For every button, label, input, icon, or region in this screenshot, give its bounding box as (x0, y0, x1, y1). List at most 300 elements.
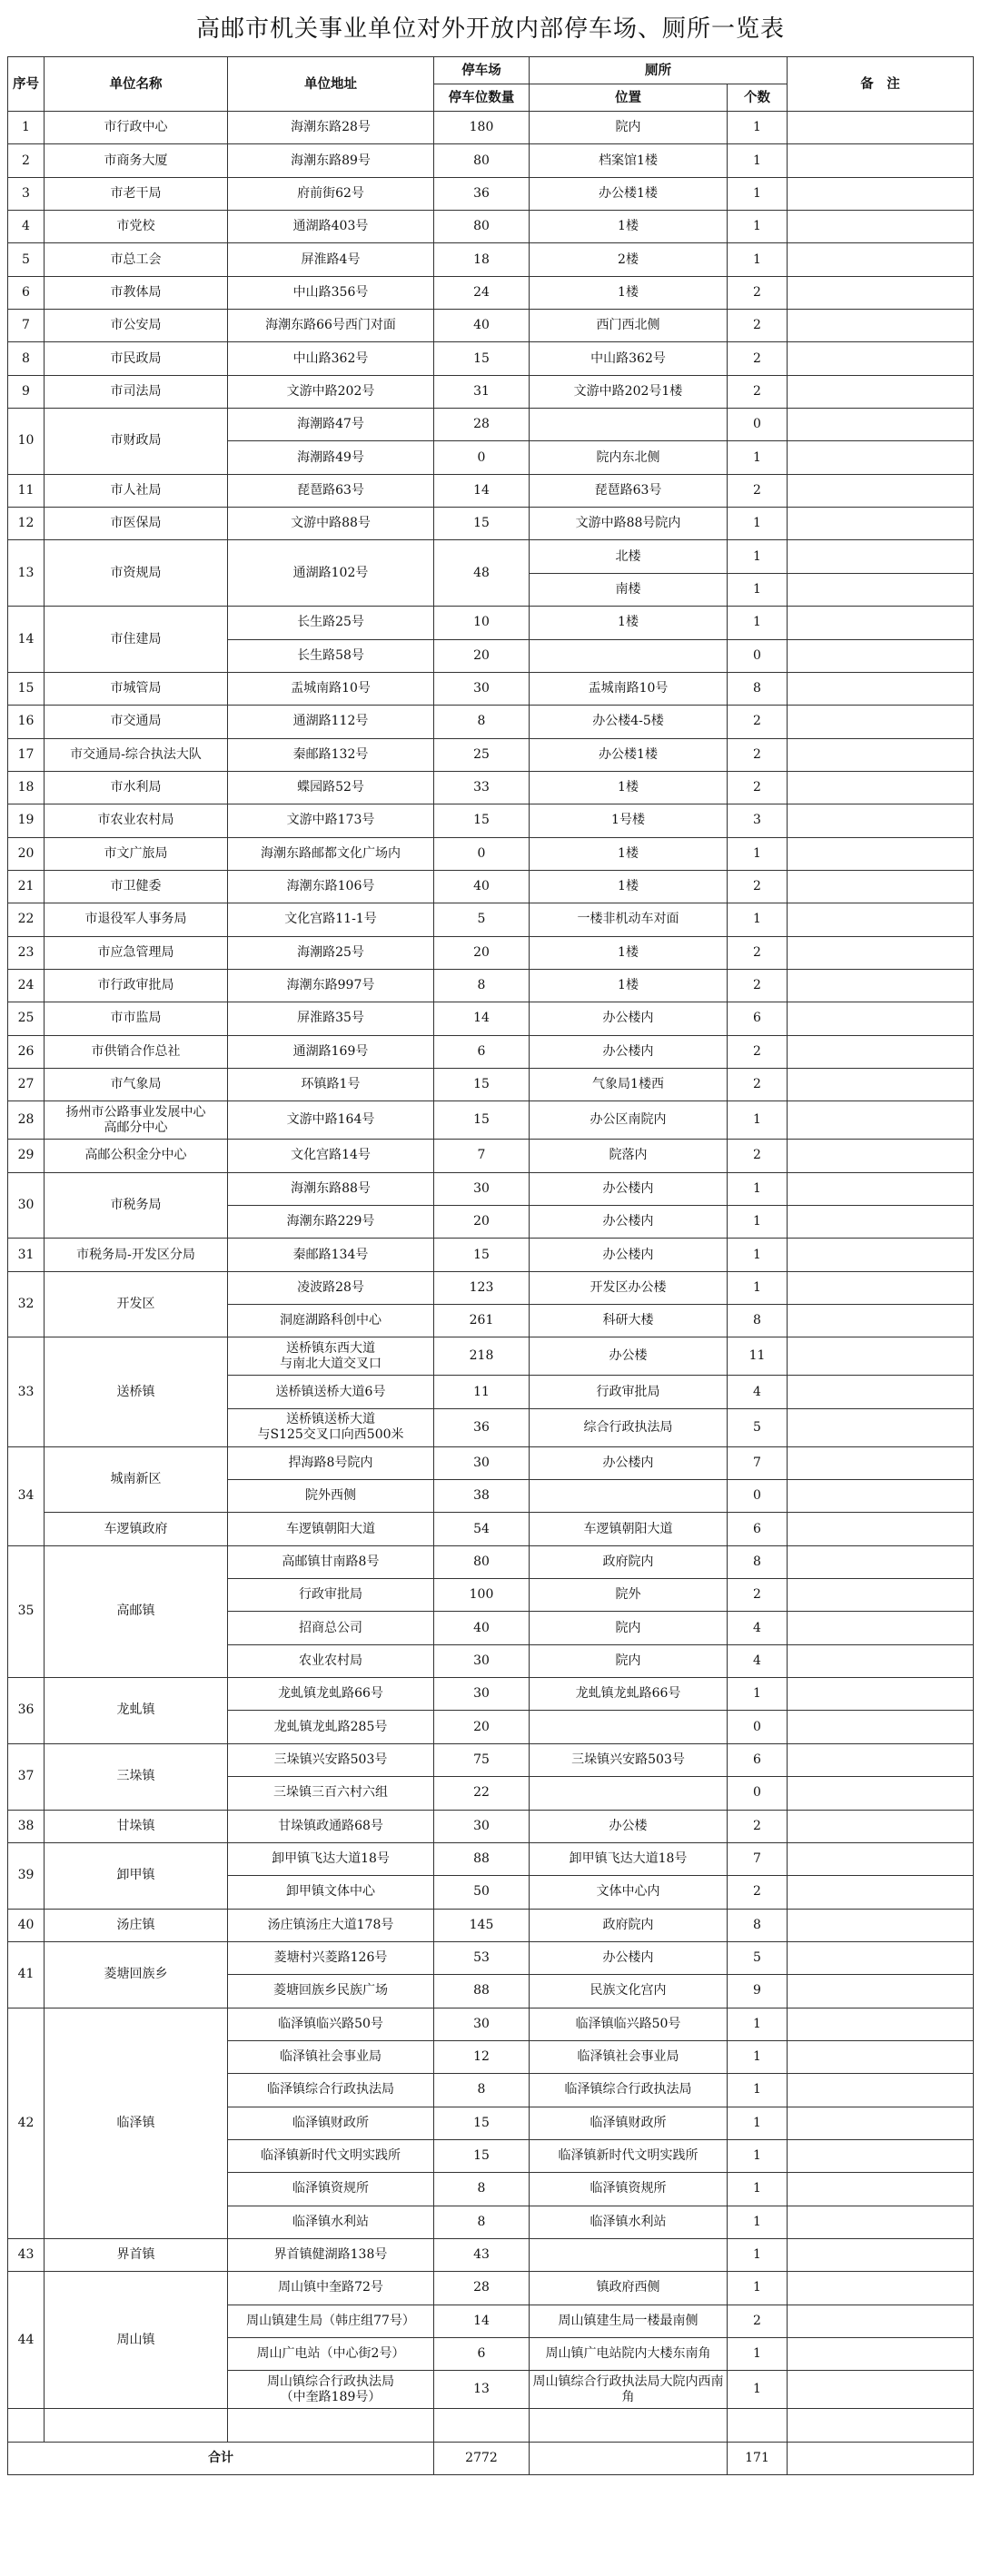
toilet-count-cell: 1 (728, 508, 788, 540)
seq-cell: 14 (8, 607, 45, 673)
toilet-count-cell: 2 (728, 1068, 788, 1100)
remarks-cell (788, 2040, 974, 2073)
seq-cell: 3 (8, 177, 45, 210)
parking-count-cell: 18 (434, 243, 530, 276)
seq-cell: 13 (8, 540, 45, 607)
remarks-cell (788, 177, 974, 210)
seq-cell: 1 (8, 112, 45, 144)
remarks-cell (788, 1909, 974, 1941)
toilet-count-cell: 0 (728, 1480, 788, 1513)
toilet-count-cell: 11 (728, 1337, 788, 1376)
parking-count-cell: 40 (434, 1612, 530, 1644)
address-cell: 界首镇健湖路138号 (228, 2238, 434, 2271)
table-row (8, 243, 974, 276)
parking-count-cell: 15 (434, 804, 530, 837)
unit-name-cell: 市医保局 (45, 508, 228, 540)
parking-count-cell: 7 (434, 1140, 530, 1172)
toilet-location-cell: 文体中心内 (530, 1876, 728, 1909)
parking-count-cell: 6 (434, 2338, 530, 2371)
seq-cell: 38 (8, 1810, 45, 1842)
parking-count-cell: 53 (434, 1941, 530, 1974)
seq-cell: 23 (8, 936, 45, 969)
parking-count-cell: 40 (434, 870, 530, 903)
seq-cell: 44 (8, 2272, 45, 2409)
toilet-location-cell: 临泽镇财政所 (530, 2107, 728, 2139)
address-cell: 海潮东路997号 (228, 969, 434, 1002)
parking-count-cell: 15 (434, 2107, 530, 2139)
parking-count-cell: 6 (434, 1035, 530, 1068)
remarks-cell (788, 870, 974, 903)
remarks-cell (788, 1644, 974, 1677)
toilet-location-cell: 卸甲镇飞达大道18号 (530, 1842, 728, 1875)
address-cell: 文游中路173号 (228, 804, 434, 837)
parking-count-cell: 31 (434, 375, 530, 408)
unit-name-cell: 市文广旅局 (45, 837, 228, 870)
toilet-count-cell: 2 (728, 342, 788, 375)
table-cell (434, 2409, 530, 2442)
parking-count-cell: 8 (434, 706, 530, 738)
unit-name-cell: 市气象局 (45, 1068, 228, 1100)
toilet-count-cell: 8 (728, 1909, 788, 1941)
toilet-count-cell: 1 (728, 1678, 788, 1711)
unit-name-cell: 市公安局 (45, 310, 228, 342)
remarks-cell (788, 144, 974, 177)
seq-cell: 5 (8, 243, 45, 276)
address-cell: 甘垛镇政通路68号 (228, 1810, 434, 1842)
seq-cell: 9 (8, 375, 45, 408)
seq-cell: 30 (8, 1172, 45, 1239)
toilet-location-cell: 周山镇综合行政执法局大院内西南角 (530, 2371, 728, 2409)
unit-name-cell: 市行政中心 (45, 112, 228, 144)
remarks-cell (788, 2206, 974, 2238)
unit-name-cell: 市水利局 (45, 771, 228, 804)
toilet-location-cell: 龙虬镇龙虬路66号 (530, 1678, 728, 1711)
seq-cell: 19 (8, 804, 45, 837)
address-cell: 卸甲镇飞达大道18号 (228, 1842, 434, 1875)
toilet-count-cell: 1 (728, 573, 788, 606)
toilet-location-cell: 院内 (530, 1644, 728, 1677)
toilet-count-cell: 2 (728, 738, 788, 771)
toilet-location-cell: 民族文化宫内 (530, 1975, 728, 2008)
seq-cell: 25 (8, 1002, 45, 1035)
seq-cell: 32 (8, 1271, 45, 1337)
table-row (8, 969, 974, 1002)
toilet-location-cell (530, 1711, 728, 1743)
table-row (8, 672, 974, 705)
toilet-count-cell: 4 (728, 1644, 788, 1677)
unit-name-cell: 市退役军人事务局 (45, 903, 228, 936)
remarks-cell (788, 1271, 974, 1304)
parking-count-cell: 88 (434, 1842, 530, 1875)
table-row (8, 1446, 974, 1479)
address-cell: 文游中路202号 (228, 375, 434, 408)
remarks-cell (788, 1513, 974, 1545)
remarks-cell (788, 936, 974, 969)
toilet-count-cell: 1 (728, 211, 788, 243)
remarks-cell (788, 1337, 974, 1376)
remarks-cell (788, 1101, 974, 1140)
remarks-cell (788, 1810, 974, 1842)
address-cell: 行政审批局 (228, 1579, 434, 1612)
seq-cell: 11 (8, 474, 45, 507)
address-cell: 秦邮路134号 (228, 1239, 434, 1271)
seq-cell: 31 (8, 1239, 45, 1271)
toilet-location-cell: 临泽镇临兴路50号 (530, 2008, 728, 2040)
header-toilet-count: 个数 (728, 84, 788, 112)
address-cell: 周山镇建生局（韩庄组77号） (228, 2305, 434, 2337)
parking-count-cell: 14 (434, 2305, 530, 2337)
address-cell: 蝶园路52号 (228, 771, 434, 804)
table-cell (530, 2442, 728, 2474)
table-cell (45, 2409, 228, 2442)
table-row (8, 607, 974, 639)
parking-count-cell: 88 (434, 1975, 530, 2008)
table-row (8, 211, 974, 243)
remarks-cell (788, 1206, 974, 1239)
toilet-count-cell: 7 (728, 1446, 788, 1479)
parking-count-cell: 14 (434, 1002, 530, 1035)
table-row (8, 936, 974, 969)
table-cell (228, 2409, 434, 2442)
unit-name-cell: 市税务局-开发区分局 (45, 1239, 228, 1271)
parking-count-cell: 48 (434, 540, 530, 607)
address-cell: 临泽镇水利站 (228, 2206, 434, 2238)
toilet-location-cell: 南楼 (530, 573, 728, 606)
unit-name-cell: 市党校 (45, 211, 228, 243)
address-cell: 临泽镇综合行政执法局 (228, 2074, 434, 2107)
table-row (8, 903, 974, 936)
table-row (8, 738, 974, 771)
toilet-count-cell: 1 (728, 2371, 788, 2409)
toilet-count-cell: 1 (728, 2074, 788, 2107)
seq-cell: 24 (8, 969, 45, 1002)
table-row (8, 310, 974, 342)
seq-cell: 42 (8, 2008, 45, 2238)
seq-cell: 35 (8, 1545, 45, 1677)
toilet-count-cell: 5 (728, 1941, 788, 1974)
parking-count-cell: 20 (434, 936, 530, 969)
table-row (8, 508, 974, 540)
address-cell: 卸甲镇文体中心 (228, 1876, 434, 1909)
remarks-cell (788, 804, 974, 837)
remarks-cell (788, 474, 974, 507)
parking-count-cell: 30 (434, 2008, 530, 2040)
unit-name-cell: 市总工会 (45, 243, 228, 276)
toilet-count-cell: 2 (728, 1810, 788, 1842)
table-row (8, 375, 974, 408)
toilet-location-cell: 1号楼 (530, 804, 728, 837)
toilet-location-cell: 政府院内 (530, 1545, 728, 1578)
remarks-cell (788, 1842, 974, 1875)
total-toilets: 171 (728, 2442, 788, 2474)
unit-name-cell: 市教体局 (45, 276, 228, 309)
parking-count-cell: 54 (434, 1513, 530, 1545)
toilet-location-cell (530, 1777, 728, 1810)
remarks-cell (788, 1480, 974, 1513)
toilet-location-cell: 办公楼内 (530, 1002, 728, 1035)
seq-cell: 40 (8, 1909, 45, 1941)
unit-name-cell: 开发区 (45, 1271, 228, 1337)
toilet-count-cell: 1 (728, 2338, 788, 2371)
seq-cell: 28 (8, 1101, 45, 1140)
address-cell: 盂城南路10号 (228, 672, 434, 705)
toilet-location-cell: 文游中路88号院内 (530, 508, 728, 540)
address-cell: 三垛镇兴安路503号 (228, 1743, 434, 1776)
toilet-count-cell: 1 (728, 441, 788, 474)
remarks-cell (788, 738, 974, 771)
unit-name-cell: 市农业农村局 (45, 804, 228, 837)
seq-cell: 21 (8, 870, 45, 903)
toilet-location-cell: 办公楼1楼 (530, 177, 728, 210)
toilet-count-cell: 1 (728, 837, 788, 870)
address-cell: 海潮东路88号 (228, 1172, 434, 1205)
parking-count-cell: 14 (434, 474, 530, 507)
toilet-location-cell: 1楼 (530, 276, 728, 309)
remarks-cell (788, 1941, 974, 1974)
unit-name-cell: 市人社局 (45, 474, 228, 507)
address-cell: 中山路362号 (228, 342, 434, 375)
seq-cell: 29 (8, 1140, 45, 1172)
facility-table (7, 56, 974, 2475)
unit-name-cell: 市应急管理局 (45, 936, 228, 969)
remarks-cell (788, 1743, 974, 1776)
toilet-count-cell: 2 (728, 969, 788, 1002)
toilet-location-cell (530, 2238, 728, 2271)
remarks-cell (788, 540, 974, 573)
parking-count-cell: 80 (434, 1545, 530, 1578)
unit-name-cell: 市住建局 (45, 607, 228, 673)
address-cell: 屏淮路4号 (228, 243, 434, 276)
parking-count-cell: 22 (434, 1777, 530, 1810)
remarks-cell (788, 1305, 974, 1337)
parking-count-cell: 8 (434, 2173, 530, 2206)
toilet-location-cell: 中山路362号 (530, 342, 728, 375)
remarks-cell (788, 2238, 974, 2271)
toilet-count-cell: 1 (728, 243, 788, 276)
toilet-count-cell: 2 (728, 1140, 788, 1172)
unit-name-cell: 市商务大厦 (45, 144, 228, 177)
unit-name-cell: 市老干局 (45, 177, 228, 210)
toilet-count-cell: 1 (728, 177, 788, 210)
parking-count-cell: 15 (434, 508, 530, 540)
remarks-cell (788, 771, 974, 804)
parking-count-cell: 30 (434, 1810, 530, 1842)
seq-cell: 34 (8, 1446, 45, 1545)
unit-name-cell: 汤庄镇 (45, 1909, 228, 1941)
address-cell: 琵琶路63号 (228, 474, 434, 507)
remarks-cell (788, 1975, 974, 2008)
parking-count-cell: 8 (434, 969, 530, 1002)
address-cell: 周山镇中奎路72号 (228, 2272, 434, 2305)
table-row (8, 1842, 974, 1875)
total-parking: 2772 (434, 2442, 530, 2474)
parking-count-cell: 0 (434, 441, 530, 474)
toilet-count-cell: 4 (728, 1376, 788, 1408)
toilet-location-cell: 三垛镇兴安路503号 (530, 1743, 728, 1776)
header-remarks: 备 注 (788, 57, 974, 112)
address-cell: 临泽镇社会事业局 (228, 2040, 434, 2073)
table-row (8, 1271, 974, 1304)
remarks-cell (788, 2139, 974, 2172)
toilet-count-cell: 1 (728, 2173, 788, 2206)
remarks-cell (788, 1678, 974, 1711)
address-cell: 海潮路47号 (228, 409, 434, 441)
toilet-location-cell: 周山镇建生局一楼最南侧 (530, 2305, 728, 2337)
unit-name-cell: 甘垛镇 (45, 1810, 228, 1842)
parking-count-cell: 28 (434, 2272, 530, 2305)
remarks-cell (788, 1002, 974, 1035)
toilet-location-cell: 办公楼内 (530, 1446, 728, 1479)
toilet-count-cell: 1 (728, 2272, 788, 2305)
toilet-count-cell: 1 (728, 607, 788, 639)
toilet-count-cell: 0 (728, 639, 788, 672)
toilet-count-cell: 8 (728, 1305, 788, 1337)
table-cell (728, 2409, 788, 2442)
table-cell (530, 2409, 728, 2442)
toilet-count-cell: 9 (728, 1975, 788, 2008)
toilet-count-cell: 1 (728, 144, 788, 177)
address-cell: 菱塘村兴菱路126号 (228, 1941, 434, 1974)
toilet-location-cell: 办公楼内 (530, 1206, 728, 1239)
header-parking: 停车场 (434, 57, 530, 84)
unit-name-cell: 市卫健委 (45, 870, 228, 903)
remarks-cell (788, 1612, 974, 1644)
table-row (8, 1035, 974, 1068)
address-cell: 龙虬镇龙虬路285号 (228, 1711, 434, 1743)
header-unit: 单位名称 (45, 57, 228, 112)
address-cell: 通湖路169号 (228, 1035, 434, 1068)
seq-cell: 26 (8, 1035, 45, 1068)
parking-count-cell: 24 (434, 276, 530, 309)
seq-cell: 12 (8, 508, 45, 540)
table-row (8, 804, 974, 837)
table-row (8, 1239, 974, 1271)
remarks-cell (788, 2074, 974, 2107)
address-cell: 海潮东路66号西门对面 (228, 310, 434, 342)
table-row (8, 1002, 974, 1035)
toilet-location-cell: 办公楼内 (530, 1035, 728, 1068)
address-cell: 海潮东路28号 (228, 112, 434, 144)
remarks-cell (788, 1140, 974, 1172)
parking-count-cell: 33 (434, 771, 530, 804)
seq-cell: 33 (8, 1337, 45, 1446)
table-row (8, 1140, 974, 1172)
table-row (8, 1678, 974, 1711)
toilet-count-cell: 1 (728, 1101, 788, 1140)
table-row (8, 540, 974, 573)
table-cell (788, 2409, 974, 2442)
toilet-location-cell: 镇政府西侧 (530, 2272, 728, 2305)
toilet-count-cell: 2 (728, 706, 788, 738)
seq-cell: 27 (8, 1068, 45, 1100)
remarks-cell (788, 639, 974, 672)
toilet-count-cell: 2 (728, 771, 788, 804)
toilet-location-cell: 院内 (530, 1612, 728, 1644)
unit-name-cell: 临泽镇 (45, 2008, 228, 2238)
address-cell: 长生路25号 (228, 607, 434, 639)
address-cell: 通湖路102号 (228, 540, 434, 607)
toilet-location-cell: 1楼 (530, 969, 728, 1002)
remarks-cell (788, 706, 974, 738)
toilet-count-cell: 1 (728, 1206, 788, 1239)
remarks-cell (788, 441, 974, 474)
parking-count-cell: 36 (434, 1408, 530, 1446)
table-row (8, 1513, 974, 1545)
parking-count-cell: 11 (434, 1376, 530, 1408)
parking-count-cell: 43 (434, 2238, 530, 2271)
unit-name-cell: 市城管局 (45, 672, 228, 705)
remarks-cell (788, 2272, 974, 2305)
remarks-cell (788, 1376, 974, 1408)
unit-name-cell: 龙虬镇 (45, 1678, 228, 1744)
toilet-count-cell: 2 (728, 936, 788, 969)
remarks-cell (788, 1408, 974, 1446)
address-cell: 文化宫路14号 (228, 1140, 434, 1172)
address-cell: 凌波路28号 (228, 1271, 434, 1304)
seq-cell: 2 (8, 144, 45, 177)
seq-cell: 15 (8, 672, 45, 705)
table-row (8, 1337, 974, 1376)
toilet-count-cell: 6 (728, 1002, 788, 1035)
remarks-cell (788, 2173, 974, 2206)
remarks-cell (788, 276, 974, 309)
parking-count-cell: 15 (434, 1239, 530, 1271)
parking-count-cell: 30 (434, 1172, 530, 1205)
address-cell: 环镇路1号 (228, 1068, 434, 1100)
address-cell: 屏淮路35号 (228, 1002, 434, 1035)
toilet-count-cell: 7 (728, 1842, 788, 1875)
address-cell: 车逻镇朝阳大道 (228, 1513, 434, 1545)
unit-name-cell: 市供销合作总社 (45, 1035, 228, 1068)
address-cell: 送桥镇送桥大道6号 (228, 1376, 434, 1408)
address-cell: 菱塘回族乡民族广场 (228, 1975, 434, 2008)
unit-name-cell: 扬州市公路事业发展中心 高邮分中心 (45, 1101, 228, 1140)
address-cell: 院外西侧 (228, 1480, 434, 1513)
toilet-count-cell: 1 (728, 540, 788, 573)
seq-cell: 6 (8, 276, 45, 309)
toilet-location-cell: 院内东北侧 (530, 441, 728, 474)
parking-count-cell: 80 (434, 211, 530, 243)
toilet-location-cell: 临泽镇新时代文明实践所 (530, 2139, 728, 2172)
address-cell: 文游中路88号 (228, 508, 434, 540)
parking-count-cell: 30 (434, 1678, 530, 1711)
address-cell: 农业农村局 (228, 1644, 434, 1677)
address-cell: 文游中路164号 (228, 1101, 434, 1140)
seq-cell: 41 (8, 1941, 45, 2008)
table-row (8, 342, 974, 375)
parking-count-cell: 25 (434, 738, 530, 771)
toilet-count-cell: 1 (728, 2107, 788, 2139)
header-seq: 序号 (8, 57, 45, 112)
unit-name-cell: 城南新区 (45, 1446, 228, 1513)
toilet-location-cell: 院落内 (530, 1140, 728, 1172)
parking-count-cell: 28 (434, 409, 530, 441)
toilet-location-cell: 临泽镇综合行政执法局 (530, 2074, 728, 2107)
seq-cell: 7 (8, 310, 45, 342)
toilet-count-cell: 0 (728, 409, 788, 441)
toilet-location-cell: 气象局1楼西 (530, 1068, 728, 1100)
toilet-count-cell: 2 (728, 474, 788, 507)
toilet-count-cell: 6 (728, 1743, 788, 1776)
address-cell: 府前街62号 (228, 177, 434, 210)
toilet-count-cell: 2 (728, 276, 788, 309)
unit-name-cell: 高邮公积金分中心 (45, 1140, 228, 1172)
toilet-count-cell: 2 (728, 1035, 788, 1068)
toilet-count-cell: 2 (728, 375, 788, 408)
toilet-location-cell: 科研大楼 (530, 1305, 728, 1337)
table-row (8, 1101, 974, 1140)
table-row (8, 1545, 974, 1578)
